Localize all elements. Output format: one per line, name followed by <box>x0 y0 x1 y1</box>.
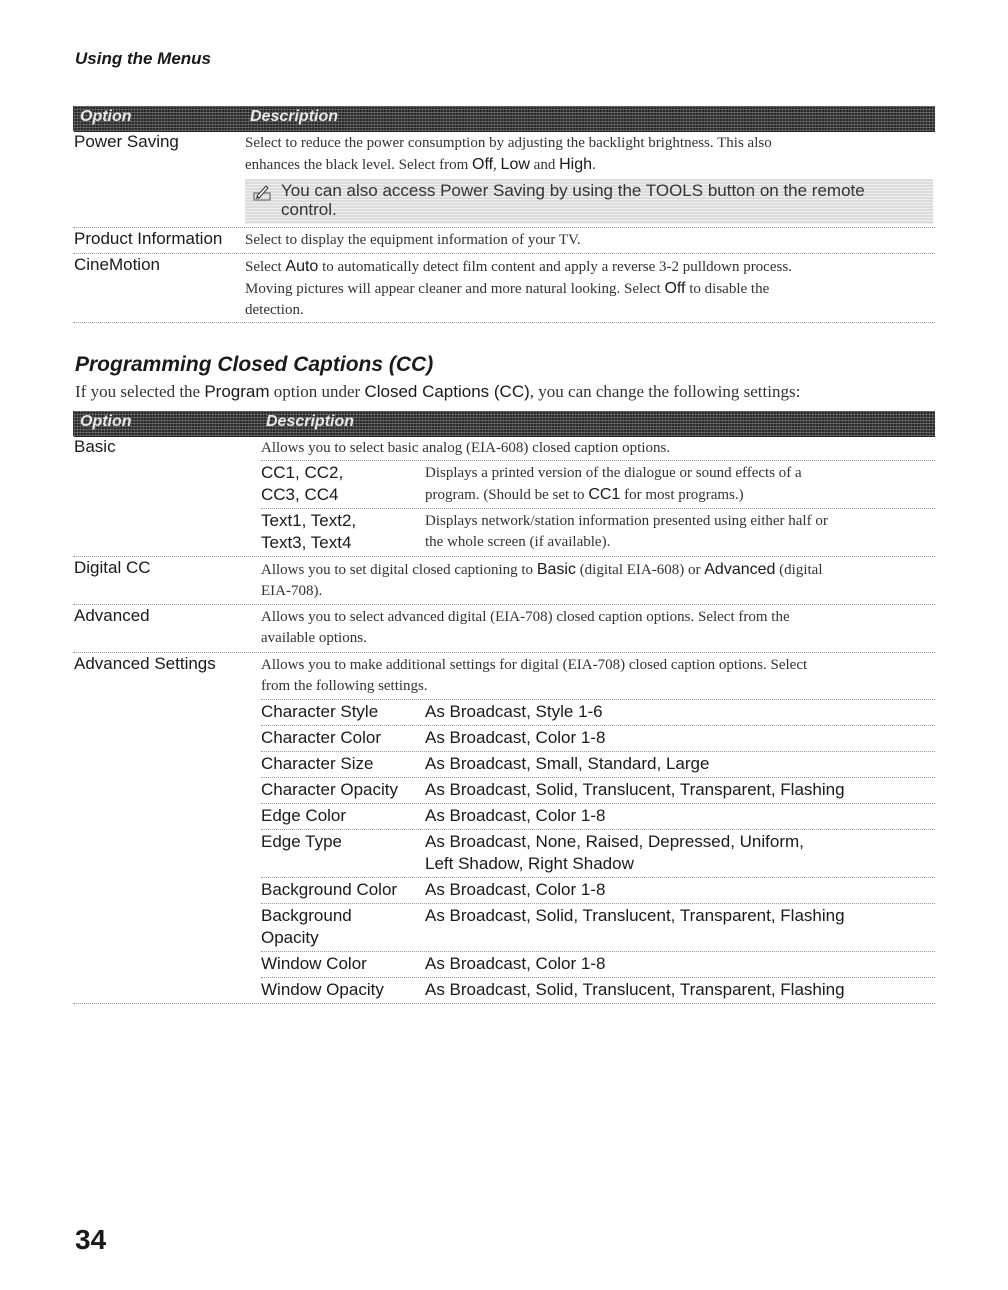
setting-edge-color <box>261 803 935 828</box>
setting-value: As Broadcast, Color 1-8 <box>425 880 606 899</box>
setting-value: As Broadcast, Solid, Translucent, Transparent, Flashing <box>425 906 845 925</box>
description-line: detection. <box>245 302 304 318</box>
setting-character-opacity <box>261 777 935 802</box>
setting-key: Window Color <box>261 954 367 973</box>
description-line: Allows you to select advanced digital (EIA-708) closed caption options. Select from the <box>261 609 790 625</box>
sub-item-key: Text1, Text2, Text3, Text4 <box>261 511 357 552</box>
setting-window-opacity <box>261 977 935 1002</box>
setting-value: As Broadcast, Color 1-8 <box>425 806 606 825</box>
settings-table-1 <box>73 106 935 323</box>
column-header-description: Description <box>250 108 339 125</box>
setting-key: Character Color <box>261 728 381 747</box>
setting-character-style <box>261 699 935 724</box>
tip-text: You can also access Power Saving by using the TOOLS button on the remote control. <box>281 181 865 219</box>
setting-key: Character Opacity <box>261 780 398 799</box>
option-description <box>261 559 933 602</box>
running-head: Using the Menus <box>75 49 212 68</box>
option-label: Advanced <box>74 606 150 625</box>
setting-value: As Broadcast, Color 1-8 <box>425 728 606 747</box>
setting-background-opacity <box>261 903 935 950</box>
section-intro: If you selected the Program option under Closed Captions (CC), you can change the following settings: <box>75 382 801 401</box>
table-row-advanced <box>73 605 935 653</box>
option-description: Select to display the equipment information of your TV. <box>245 232 581 248</box>
tip-note <box>245 179 933 224</box>
option-description: Allows you to select basic analog (EIA-608) closed caption options. <box>261 440 671 456</box>
option-description <box>261 655 933 697</box>
setting-key: Background Color <box>261 880 398 899</box>
description-line: Allows you to make additional settings for digital (EIA-708) closed caption options. Select <box>261 657 808 673</box>
description-line: Allows you to set digital closed captioning to Basic (digital EIA-608) or Advanced (digital <box>261 561 823 578</box>
setting-value: As Broadcast, Color 1-8 <box>425 954 606 973</box>
option-label: Digital CC <box>74 558 151 577</box>
table-header <box>73 411 935 436</box>
option-label: CineMotion <box>74 255 160 274</box>
table-row-advanced-settings <box>73 653 935 1004</box>
setting-value: As Broadcast, Solid, Translucent, Transparent, Flashing <box>425 980 845 999</box>
section-title: Programming Closed Captions (CC) <box>75 353 434 376</box>
pencil-note-icon <box>253 183 271 201</box>
setting-character-size <box>261 751 935 776</box>
setting-edge-type <box>261 829 935 876</box>
setting-key: Edge Type <box>261 832 342 851</box>
option-description <box>261 607 933 649</box>
column-header-option: Option <box>80 108 132 125</box>
sub-item-value: Displays network/station information presented using either half or the whole screen (if available). <box>425 513 828 550</box>
setting-key: Character Style <box>261 702 379 721</box>
setting-value: As Broadcast, Style 1-6 <box>425 702 603 721</box>
table-row-product-information <box>73 228 935 254</box>
description-line: Moving pictures will appear cleaner and more natural looking. Select Off to disable the <box>245 280 770 297</box>
setting-key: Character Size <box>261 754 374 773</box>
setting-key: Edge Color <box>261 806 347 825</box>
table-row-digital-cc <box>73 557 935 605</box>
sub-item-value: Displays a printed version of the dialogue or sound effects of a program. (Should be set to CC1 for most programs.) <box>425 465 802 503</box>
setting-key: Window Opacity <box>261 980 384 999</box>
page-number: 34 <box>75 1224 107 1255</box>
setting-background-color <box>261 877 935 902</box>
description-line: Select Auto to automatically detect film content and apply a reverse 3-2 pulldown process. <box>245 258 792 275</box>
description-line: available options. <box>261 630 367 646</box>
sub-item-cc <box>261 460 935 507</box>
setting-key: Background Opacity <box>261 906 352 947</box>
option-label: Product Information <box>74 229 223 248</box>
setting-value: As Broadcast, Small, Standard, Large <box>425 754 710 773</box>
table-header <box>73 106 935 131</box>
setting-value: As Broadcast, Solid, Translucent, Transparent, Flashing <box>425 780 845 799</box>
option-description <box>245 256 933 321</box>
description-line: enhances the black level. Select from Off, Low and High. <box>245 156 596 173</box>
option-label: Advanced Settings <box>74 654 216 673</box>
description-line: from the following settings. <box>261 678 428 694</box>
description-line: EIA-708). <box>261 583 323 599</box>
option-description <box>245 133 933 176</box>
settings-table-2 <box>73 411 935 1004</box>
description-line: Select to reduce the power consumption by adjusting the backlight brightness. This also <box>245 135 772 151</box>
table-row-basic <box>73 436 935 557</box>
option-label: Basic <box>74 437 116 456</box>
setting-character-color <box>261 725 935 750</box>
column-header-option: Option <box>80 413 132 430</box>
sub-item-text <box>261 508 935 555</box>
option-label: Power Saving <box>74 132 179 151</box>
setting-value: As Broadcast, None, Raised, Depressed, Uniform, Left Shadow, Right Shadow <box>425 832 804 873</box>
table-row-cinemotion <box>73 254 935 323</box>
column-header-description: Description <box>266 413 355 430</box>
setting-window-color <box>261 951 935 976</box>
sub-item-key: CC1, CC2, CC3, CC4 <box>261 463 344 504</box>
table-row-power-saving <box>73 131 935 228</box>
